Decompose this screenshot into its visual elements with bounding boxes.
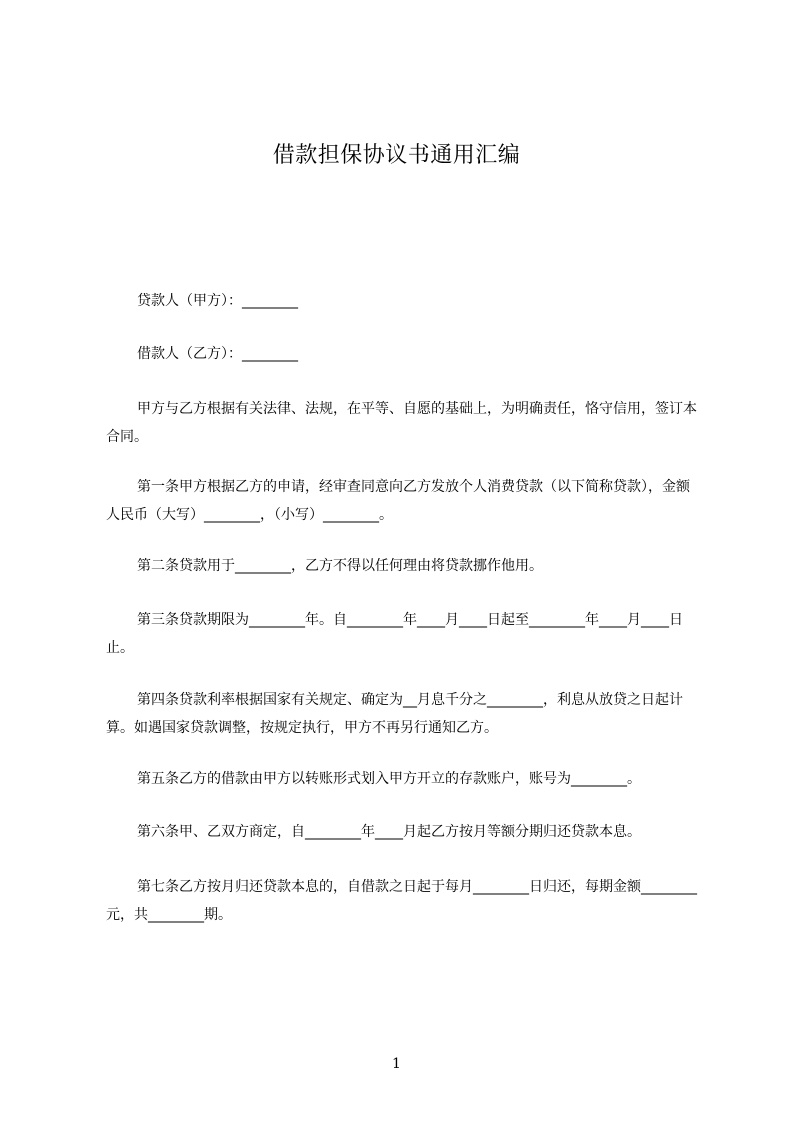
article-5-paragraph: 第五条乙方的借款由甲方以转账形式划入甲方开立的存款账户，账号为________。 [137,771,641,787]
article-2-paragraph: 第二条贷款用于________，乙方不得以任何理由将贷款挪作他用。 [137,558,543,574]
lender-line: 贷款人（甲方）：________ [137,293,298,309]
preamble-paragraph: 甲方与乙方根据有关法律、法规，在平等、自愿的基础上，为明确责任，恪守信用，签订本合同。 [106,401,697,445]
article-6-paragraph: 第六条甲、乙双方商定，自________年____月起乙方按月等额分期归还贷款本息。 [137,824,641,840]
page-number: 1 [392,1056,401,1072]
document-title: 借款担保协议书通用汇编 [272,143,521,168]
article-3-paragraph: 第三条贷款期限为________年。自________年____月____日起至________年____月____日止。 [106,612,683,656]
article-4-paragraph: 第四条贷款利率根据国家有关规定、确定为__月息千分之________，利息从放贷之日起计算。如遇国家贷款调整，按规定执行，甲方不再另行通知乙方。 [106,692,683,736]
borrower-line: 借款人（乙方）：________ [137,346,298,362]
article-7-paragraph: 第七条乙方按月归还贷款本息的，自借款之日起于每月________日归还，每期金额________元，共________期。 [106,879,697,923]
article-1-paragraph: 第一条甲方根据乙方的申请，经审查同意向乙方发放个人消费贷款（以下简称贷款），金额人民币（大写）________，（小写）________。 [106,479,690,523]
